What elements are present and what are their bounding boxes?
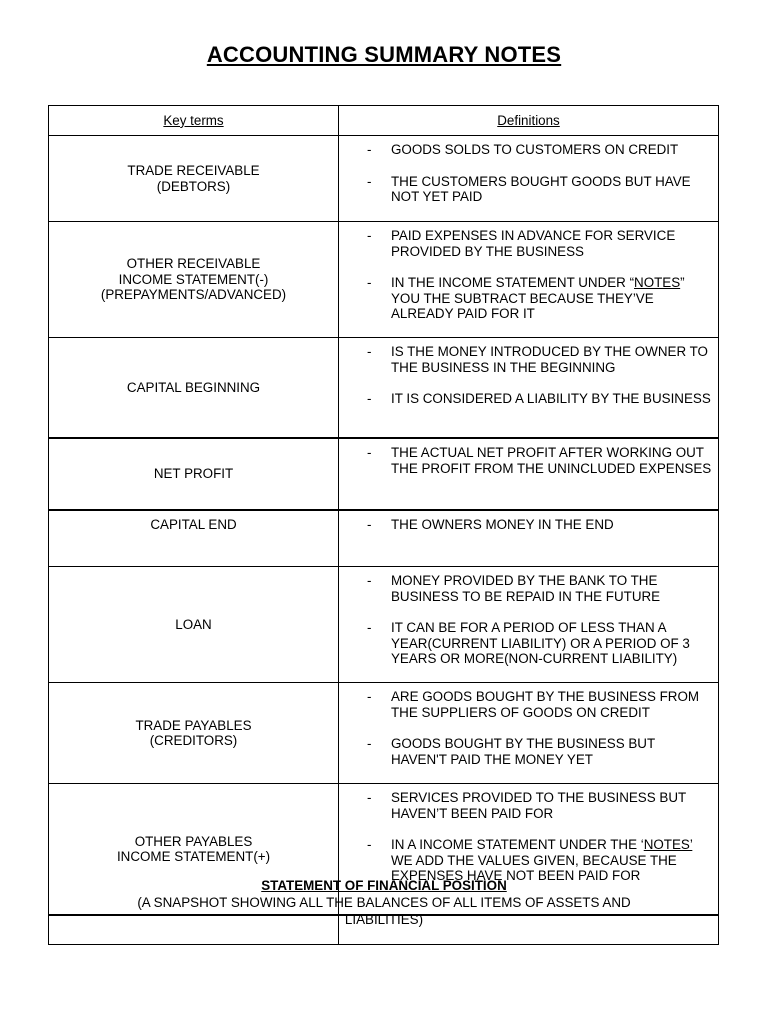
table-row (49, 510, 719, 567)
page-title: ACCOUNTING SUMMARY NOTES (206, 42, 562, 67)
definition-item: - THE ACTUAL NET PROFIT AFTER WORKING OUT THE PROFIT FROM THE UNINCLUDED EXPENSES (367, 445, 712, 476)
definition-item: - THE OWNERS MONEY IN THE END (367, 517, 614, 532)
table-row (49, 136, 719, 222)
definition-item: - ARE GOODS BOUGHT BY THE BUSINESS FROM THE SUPPLIERS OF GOODS ON CREDIT (367, 689, 700, 720)
definition-item: - GOODS BOUGHT BY THE BUSINESS BUT HAVEN'T PAID THE MONEY YET (367, 736, 655, 767)
definition-item: - MONEY PROVIDED BY THE BANK TO THE BUSINESS TO BE REPAID IN THE FUTURE (367, 573, 661, 604)
definition-cell (339, 567, 719, 683)
term-text: CAPITAL END (150, 517, 237, 532)
table-header-row (49, 106, 719, 136)
sfp-subtitle: (A SNAPSHOT SHOWING ALL THE BALANCES OF ALL ITEMS OF ASSETS AND LIABILITIES) (137, 895, 631, 927)
definition-cell (339, 683, 719, 784)
term-cell (49, 222, 339, 338)
term-text: (DEBTORS) (156, 178, 231, 194)
definition-item: - THE CUSTOMERS BOUGHT GOODS BUT HAVE NOT YET PAID (367, 173, 691, 204)
underlined-notes: NOTES (634, 275, 681, 290)
term-text: LOAN (175, 616, 212, 632)
definition-cell (339, 510, 719, 567)
definition-cell (339, 438, 719, 510)
term-text: INCOME STATEMENT(-) (118, 271, 269, 287)
term-cell (49, 567, 339, 683)
header-definitions: Definitions (339, 106, 719, 136)
term-text: OTHER RECEIVABLE (126, 256, 261, 272)
table-row (49, 222, 719, 338)
sfp-section (0, 877, 768, 928)
term-text: OTHER PAYABLES (134, 833, 253, 849)
table-row (49, 438, 719, 510)
definition-item: - IT CAN BE FOR A PERIOD OF LESS THAN A YEAR(CURRENT LIABILITY) OR A PERIOD OF 3 YEARS OR MORE(NON-CURRENT LIABILITY) (367, 620, 690, 666)
definition-cell (339, 222, 719, 338)
definition-cell (339, 338, 719, 439)
term-text: INCOME STATEMENT(+) (116, 849, 271, 864)
header-key-terms: Key terms (49, 106, 339, 136)
term-cell (49, 683, 339, 784)
term-cell (49, 136, 339, 222)
definition-cell (339, 136, 719, 222)
definition-item: - SERVICES PROVIDED TO THE BUSINESS BUT HAVEN’T BEEN PAID FOR (367, 790, 686, 821)
definition-item: - IS THE MONEY INTRODUCED BY THE OWNER TO THE BUSINESS IN THE BEGINNING (367, 344, 708, 375)
term-text: CAPITAL BEGINNING (126, 379, 261, 395)
term-text: NET PROFIT (153, 466, 234, 482)
term-cell (49, 338, 339, 439)
term-text: TRADE RECEIVABLE (127, 163, 260, 178)
definition-item: - GOODS SOLDS TO CUSTOMERS ON CREDIT (367, 142, 679, 157)
sfp-title: STATEMENT OF FINANCIAL POSITION (261, 878, 507, 893)
term-text: (PREPAYMENTS/ADVANCED) (100, 287, 287, 303)
definition-item: - IN THE INCOME STATEMENT UNDER “NOTES” YOU THE SUBTRACT BECAUSE THEY’VE ALREADY PAID FOR IT (367, 275, 685, 321)
summary-table (48, 105, 719, 945)
underlined-notes: NOTES’ (643, 837, 693, 852)
term-cell (49, 510, 339, 567)
table-row (49, 683, 719, 784)
definition-item: - PAID EXPENSES IN ADVANCE FOR SERVICE PROVIDED BY THE BUSINESS (367, 228, 676, 259)
term-text: TRADE PAYABLES (135, 717, 252, 733)
definition-item: - IN A INCOME STATEMENT UNDER THE ‘NOTES’ WE ADD THE VALUES GIVEN, BECAUSE THE EXPENSES HAVE NOT BEEN PAID FOR (367, 837, 693, 883)
table-row (49, 567, 719, 683)
definition-item: - IT IS CONSIDERED A LIABILITY BY THE BUSINESS (367, 391, 711, 406)
term-cell (49, 438, 339, 510)
table-row (49, 338, 719, 439)
term-text: (CREDITORS) (149, 733, 238, 748)
